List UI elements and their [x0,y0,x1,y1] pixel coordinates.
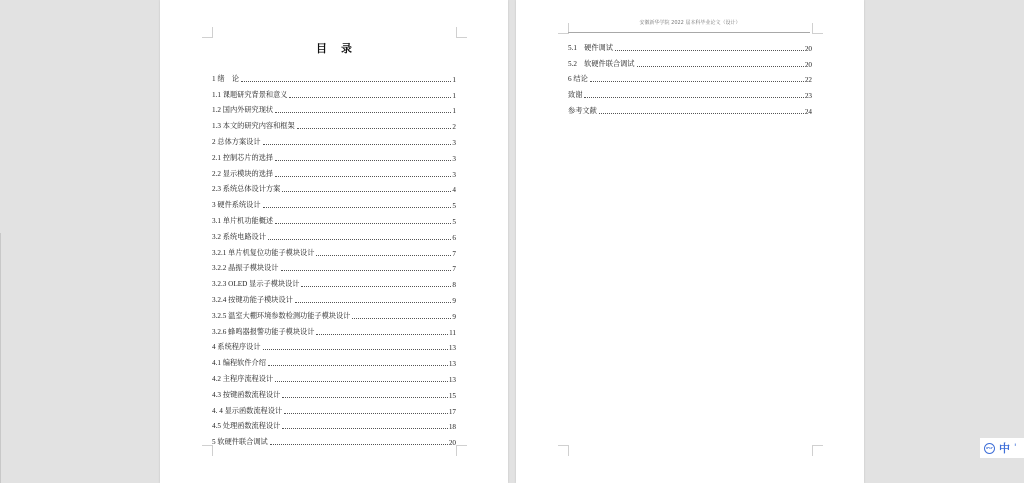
toc-entry[interactable] [212,242,456,258]
toc-entry[interactable] [212,115,456,131]
header-rule [568,32,810,33]
dot-leader [263,207,452,208]
ime-mode-toggle[interactable]: 中 [999,442,1010,455]
toc-entry[interactable] [212,400,456,416]
toc-entry[interactable] [212,194,456,210]
document-page-1[interactable] [160,0,508,483]
toc-entry-label: 3.2.1 单片机复位功能子模块设计 [212,248,315,257]
toc-entry-page: 4 [452,186,456,195]
toc-entry[interactable] [568,53,812,69]
margin-corner-mark [558,445,569,456]
toc-entry-label: 2.3 系统总体设计方案 [212,185,281,194]
margin-corner-mark [812,23,823,34]
dot-leader [282,428,448,429]
toc-title: 目录 [316,42,366,55]
toc-entry-page: 3 [452,138,456,147]
dot-leader [268,365,448,366]
toc-entry-page: 1 [452,91,456,100]
toc-entry-page: 23 [804,92,812,101]
toc-entry[interactable] [212,131,456,147]
toc-entry[interactable] [212,305,456,321]
toc-entry-label: 3.2.2 晶振子模块设计 [212,264,279,273]
toc-entry-page: 9 [452,296,456,305]
margin-corner-mark [456,445,467,456]
toc-entry-page: 13 [448,360,456,369]
dot-leader [352,318,451,319]
toc-entry-label: 2.1 控制芯片的选择 [212,153,274,162]
toc-entry-page: 8 [452,281,456,290]
toc-entry-label: 1.3 本文的研究内容和框架 [212,122,295,131]
toc-entry[interactable] [212,226,456,242]
toc-entry-page: 13 [448,344,456,353]
toc-entry-label: 参考文献 [568,106,597,115]
document-page-2[interactable] [516,0,864,483]
toc-entry[interactable] [568,84,812,100]
ime-punctuation-toggle[interactable]: ' [1014,443,1017,453]
toc-list [212,68,456,447]
toc-entry-label: 4.5 处理函数流程设计 [212,422,281,431]
dot-leader [275,223,451,224]
toc-entry-label: 2 总体方案设计 [212,137,261,146]
margin-corner-mark [202,27,213,38]
ime-logo-icon[interactable]: iFLY [984,443,995,454]
dot-leader [275,112,451,113]
dot-leader [289,97,451,98]
toc-entry[interactable] [568,37,812,53]
toc-entry-label: 1 绪 论 [212,74,239,83]
toc-entry[interactable] [212,321,456,337]
dot-leader [275,381,448,382]
dot-leader [284,413,448,414]
dot-leader [599,113,804,114]
toc-entry-page: 18 [448,423,456,432]
toc-entry-label: 4.2 主程序流程设计 [212,374,274,383]
toc-entry-page: 1 [452,107,456,116]
toc-entry[interactable] [212,100,456,116]
dot-leader [268,239,451,240]
toc-entry[interactable] [212,368,456,384]
toc-entry-page: 17 [448,407,456,416]
toc-entry-page: 6 [452,233,456,242]
toc-entry-page: 1 [452,75,456,84]
toc-entry[interactable] [212,384,456,400]
toc-entry[interactable] [212,337,456,353]
toc-entry-label: 3.1 单片机功能概述 [212,216,274,225]
toc-entry[interactable] [212,68,456,84]
toc-entry[interactable] [212,147,456,163]
toc-entry[interactable] [212,84,456,100]
dot-leader [275,176,451,177]
dot-leader [275,160,451,161]
dot-leader [263,144,452,145]
toc-entry-label: 4.3 按键函数流程设计 [212,390,281,399]
toc-entry-page: 3 [452,170,456,179]
window-edge-line [0,233,1,483]
toc-entry-page: 15 [448,391,456,400]
toc-entry-page: 20 [804,60,812,69]
toc-entry-label: 3 硬件系统设计 [212,201,261,210]
toc-entry-page: 20 [804,44,812,53]
toc-entry-page: 20 [448,439,456,448]
toc-entry-label: 5 软硬件联合调试 [212,438,268,447]
toc-entry[interactable] [212,289,456,305]
dot-leader [615,50,804,51]
toc-entry-page: 5 [452,217,456,226]
dot-leader [281,270,452,271]
dot-leader [263,349,448,350]
dot-leader [301,286,451,287]
toc-entry-label: 3.2 系统电路设计 [212,232,266,241]
dot-leader [282,397,448,398]
toc-entry-label: 2.2 显示模块的选择 [212,169,274,178]
dot-leader [241,81,451,82]
toc-entry[interactable] [212,273,456,289]
dot-leader [316,255,451,256]
toc-entry-page: 5 [452,202,456,211]
toc-entry-label: 3.2.6 蜂鸣器报警功能子模块设计 [212,327,315,336]
margin-corner-mark [456,27,467,38]
toc-entry[interactable] [212,431,456,447]
dot-leader [295,302,452,303]
toc-entry[interactable] [212,179,456,195]
toc-entry-label: 3.2.4 按键功能子模块设计 [212,295,293,304]
toc-entry-label: 4.1 编程软件介绍 [212,359,266,368]
toc-entry-page: 11 [449,328,456,337]
toc-entry-page: 13 [448,375,456,384]
toc-entry[interactable] [212,352,456,368]
dot-leader [270,444,448,445]
dot-leader [590,81,804,82]
toc-list-continued [568,37,812,116]
toc-entry-label: 5.1 硬件调试 [568,43,613,52]
margin-corner-mark [812,445,823,456]
toc-entry-label: 6 结论 [568,75,588,84]
dot-leader [637,66,804,67]
dot-leader [297,128,452,129]
toc-entry[interactable] [568,69,812,85]
toc-entry-label: 4 系统程序设计 [212,343,261,352]
toc-entry[interactable] [212,416,456,432]
toc-entry-label: 致谢 [568,91,583,100]
toc-entry-page: 2 [452,123,456,132]
toc-entry-label: 5.2 软硬件联合调试 [568,59,635,68]
ime-status-bar[interactable] [980,438,1024,458]
toc-entry[interactable] [568,100,812,116]
toc-entry-page: 9 [452,312,456,321]
toc-entry[interactable] [212,210,456,226]
toc-entry-page: 7 [452,249,456,258]
toc-entry-label: 1.2 国内外研究现状 [212,106,274,115]
toc-entry-label: 4. 4 显示函数流程设计 [212,406,283,415]
toc-entry-page: 3 [452,154,456,163]
toc-entry-page: 22 [804,76,812,85]
toc-entry-page: 7 [452,265,456,274]
toc-entry[interactable] [212,258,456,274]
toc-entry-label: 1.1 课题研究背景和意义 [212,90,288,99]
toc-entry-label: 3.2.3 OLED 显示子模块设计 [212,280,300,289]
dot-leader [316,334,448,335]
toc-entry-label: 3.2.5 温室大棚环境参数检测功能子模块设计 [212,311,351,320]
toc-entry[interactable] [212,163,456,179]
dot-leader [584,97,803,98]
dot-leader [282,191,451,192]
running-header: 安徽新华学院 2022 届本科毕业论文（设计） [639,20,741,26]
toc-entry-page: 24 [804,107,812,116]
